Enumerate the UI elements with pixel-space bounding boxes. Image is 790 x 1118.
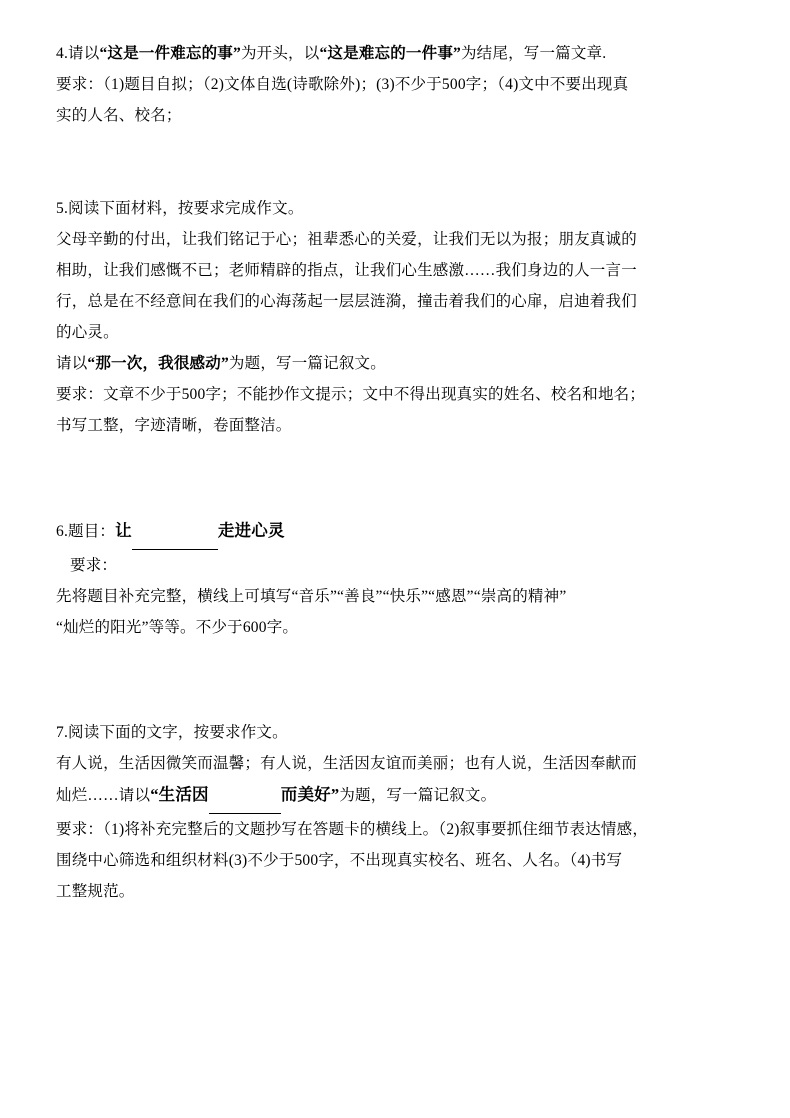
- body-text: 书写工整，字迹清晰，卷面整洁。: [56, 417, 292, 434]
- paragraph-line: [56, 814, 734, 845]
- body-text: 相助，让我们感慨不已；老师精辟的指点，让我们心生感激……我们身边的人一言一: [56, 262, 637, 279]
- spacer: [56, 441, 734, 515]
- question-block-q6: [56, 515, 734, 643]
- paragraph-line: [56, 193, 734, 224]
- body-text: 为题，写一篇记叙文。: [228, 355, 386, 372]
- emphasis-text: “生活因: [150, 785, 209, 804]
- body-text: 围绕中心筛选和组织材料(3)不少于500字，不出现真实校名、班名、人名。（4)书写: [56, 852, 623, 869]
- body-text: 为开头，以: [240, 45, 320, 62]
- spacer: [56, 131, 734, 193]
- paragraph-line: [56, 286, 734, 317]
- paragraph-line: [56, 255, 734, 286]
- fill-in-blank: [132, 518, 218, 550]
- body-text: 要求：: [70, 557, 118, 574]
- body-text: 4.请以: [56, 45, 100, 62]
- paragraph-line: [56, 348, 734, 379]
- emphasis-text: “那一次，我很感动”: [87, 355, 229, 372]
- body-text: 灿烂……请以: [56, 787, 151, 804]
- paragraph-line: [56, 515, 734, 550]
- body-text: 行，总是在不经意间在我们的心海荡起一层层涟漪，撞击着我们的心扉，启迪着我们: [56, 293, 637, 310]
- emphasis-text: 而美好”: [280, 785, 340, 804]
- body-text: “灿烂的阳光”等等。不少于600字。: [56, 619, 299, 636]
- paragraph-line: [56, 38, 734, 69]
- paragraph-line: [56, 876, 734, 907]
- paragraph-line: [56, 717, 734, 748]
- body-text: 的心灵。: [56, 324, 119, 341]
- document-content: [56, 38, 734, 907]
- question-block-q5: [56, 193, 734, 441]
- body-text: 5.阅读下面材料，按要求完成作文。: [56, 200, 304, 217]
- question-block-q7: [56, 717, 734, 907]
- paragraph-line: [56, 69, 734, 100]
- paragraph-line: [56, 581, 734, 612]
- emphasis-text: 走进心灵: [217, 521, 285, 540]
- paragraph-line: [56, 410, 734, 441]
- body-text: 要求：（1)将补充完整后的文题抄写在答题卡的横线上。（2)叙事要抓住细节表达情感，: [56, 821, 649, 838]
- body-text: 为题，写一篇记叙文。: [339, 787, 497, 804]
- body-text: 请以: [56, 355, 88, 372]
- body-text: 要求：文章不少于500字；不能抄作文提示；文中不得出现真实的姓名、校名和地名；: [56, 386, 646, 403]
- body-text: 工整规范。: [56, 883, 135, 900]
- emphasis-text: “这是一件难忘的事”: [99, 45, 241, 62]
- body-text: 父母辛勤的付出，让我们铭记于心；祖辈悉心的关爱，让我们无以为报；朋友真诚的: [56, 231, 637, 248]
- fill-in-blank: [209, 782, 281, 814]
- spacer: [56, 643, 734, 717]
- body-text: 为结尾，写一篇文章.: [460, 45, 607, 62]
- body-text: 7.阅读下面的文字，按要求作文。: [56, 724, 288, 741]
- paragraph-line: [56, 612, 734, 643]
- paragraph-line: [56, 317, 734, 348]
- paragraph-line: [56, 224, 734, 255]
- paragraph-line: [56, 748, 734, 779]
- emphasis-text: 让: [115, 521, 132, 540]
- paragraph-line: [56, 550, 734, 581]
- body-text: 先将题目补充完整，横线上可填写“音乐”“善良”“快乐”“感恩”“崇高的精神”: [56, 588, 567, 605]
- paragraph-line: [56, 379, 734, 410]
- paragraph-line: [56, 100, 734, 131]
- body-text: 实的人名、校名；: [56, 107, 182, 124]
- body-text: 要求：（1)题目自拟；（2)文体自选(诗歌除外)；(3)不少于500字；（4)文中不要出现真: [56, 76, 629, 93]
- body-text: 有人说，生活因微笑而温馨；有人说，生活因友谊而美丽；也有人说，生活因奉献而: [56, 755, 637, 772]
- paragraph-line: [56, 845, 734, 876]
- question-block-q4: [56, 38, 734, 131]
- body-text: 6.题目：: [56, 523, 116, 540]
- paragraph-line: [56, 779, 734, 814]
- emphasis-text: “这是难忘的一件事”: [319, 45, 461, 62]
